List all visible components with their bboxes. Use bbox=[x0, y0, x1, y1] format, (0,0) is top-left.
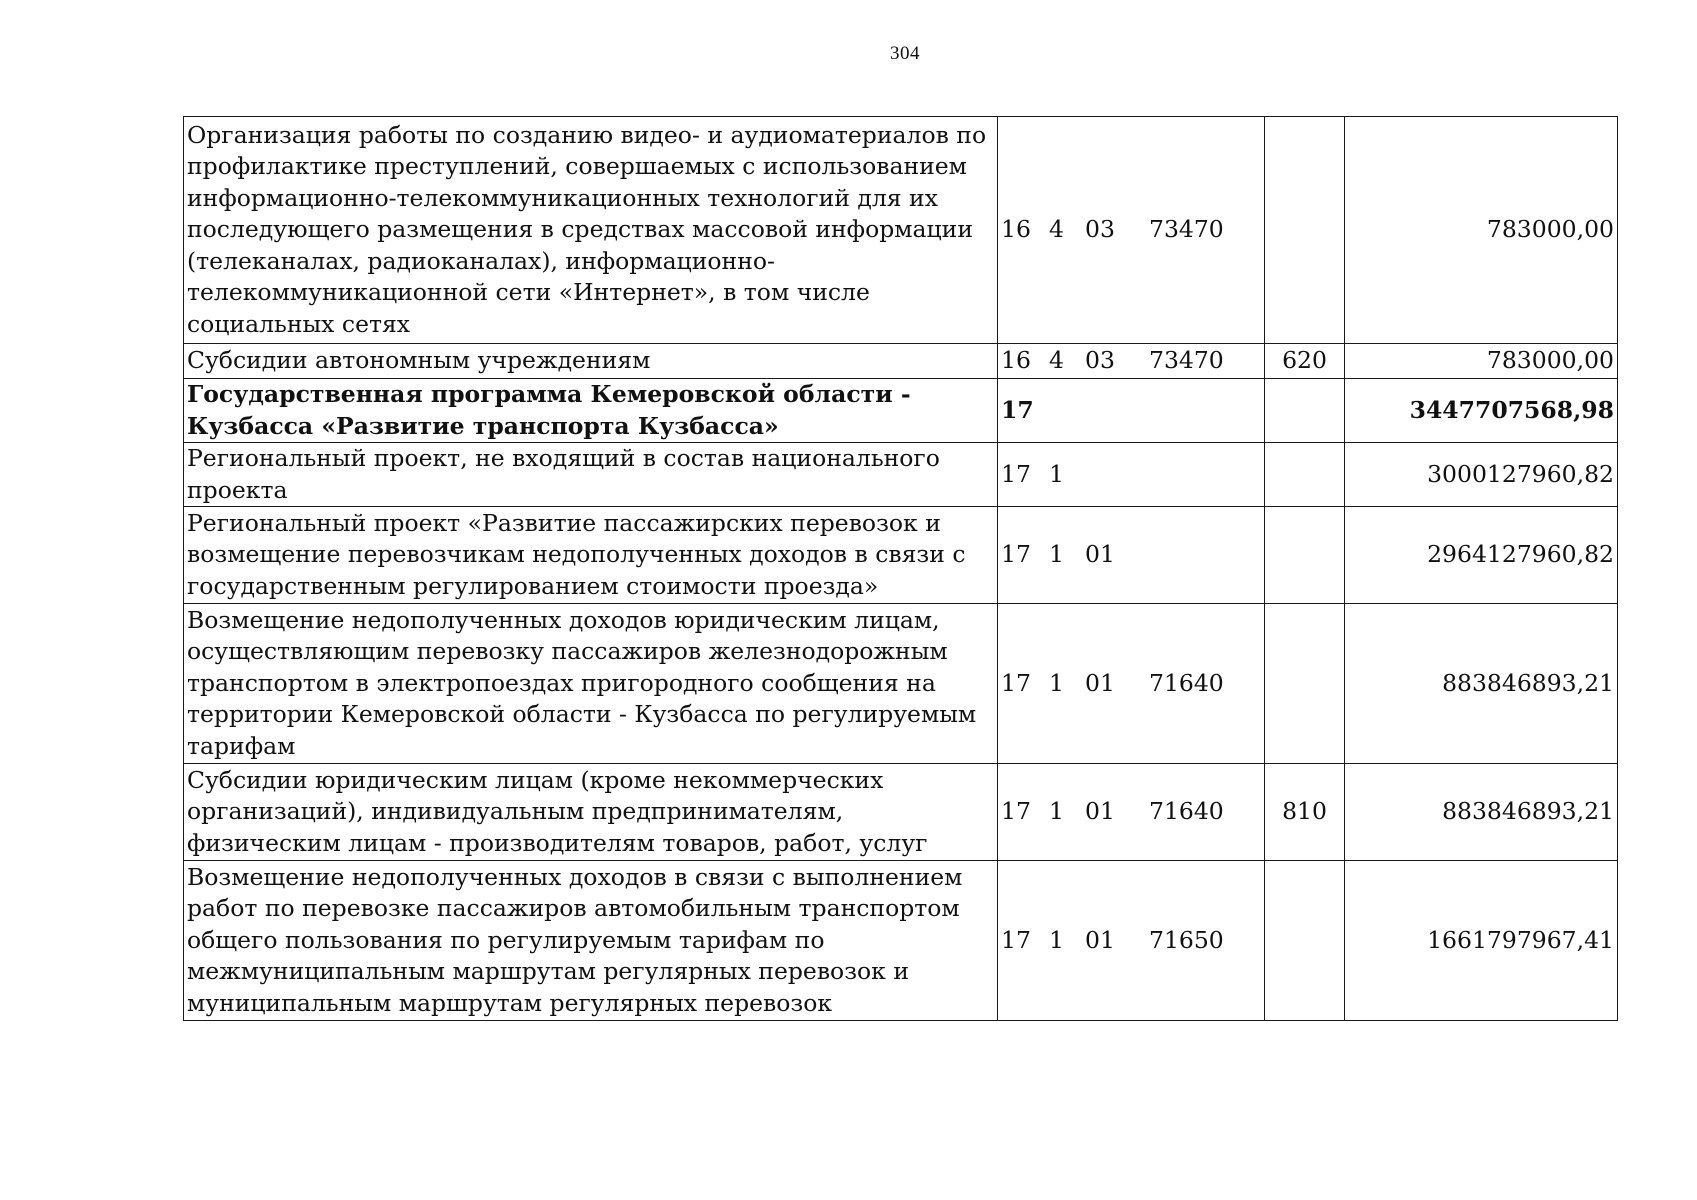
table-row bbox=[184, 861, 1618, 1021]
row-name: Субсидии автономным учреждениям bbox=[184, 344, 998, 379]
direction-code: 73470 bbox=[1149, 346, 1224, 375]
row-amount: 783000,00 bbox=[1345, 117, 1618, 344]
direction-code: 71640 bbox=[1149, 668, 1224, 697]
main-event-code: 01 bbox=[1085, 797, 1115, 826]
subprogram-code: 1 bbox=[1049, 797, 1064, 826]
row-name: Возмещение недополученных доходов юридическим лицам, осуществляющим перевозку пассажиров железнодорожным транспортом в электропоездах пригородного сообщения на территории Кемеровской области - Кузбасса по регулируемым тарифам bbox=[184, 604, 998, 764]
page-number: 304 bbox=[890, 43, 920, 64]
row-amount: 883846893,21 bbox=[1345, 764, 1618, 861]
row-name: Возмещение недополученных доходов в связи с выполнением работ по перевозке пассажиров автомобильным транспортом общего пользования по регулируемым тарифам по межмуниципальным маршрутам регулярных перевозок и муниципальным маршрутам регулярных перевозок bbox=[184, 861, 998, 1021]
program-code: 17 bbox=[1001, 668, 1031, 697]
program-code: 17 bbox=[1001, 459, 1031, 488]
row-amount: 3000127960,82 bbox=[1345, 443, 1618, 507]
program-code: 16 bbox=[1001, 346, 1031, 375]
row-name: Региональный проект «Развитие пассажирских перевозок и возмещение перевозчикам недополученных доходов в связи с государственным регулированием стоимости проезда» bbox=[184, 507, 998, 604]
direction-code: 71640 bbox=[1149, 797, 1224, 826]
budget-table bbox=[183, 116, 1618, 1021]
program-code: 17 bbox=[1001, 797, 1031, 826]
main-event-code: 01 bbox=[1085, 668, 1115, 697]
table-row bbox=[184, 117, 1618, 344]
direction-code: 71650 bbox=[1149, 925, 1224, 954]
main-event-code: 03 bbox=[1085, 215, 1115, 244]
subprogram-code: 1 bbox=[1049, 459, 1064, 488]
main-event-code: 03 bbox=[1085, 346, 1115, 375]
main-event-code: 01 bbox=[1085, 540, 1115, 569]
program-code: 16 bbox=[1001, 215, 1031, 244]
row-code bbox=[998, 507, 1265, 604]
row-name: Субсидии юридическим лицам (кроме некоммерческих организаций), индивидуальным предпринимателям, физическим лицам - производителям товаров, работ, услуг bbox=[184, 764, 998, 861]
expense-type-code bbox=[1265, 507, 1345, 604]
expense-type-code bbox=[1265, 604, 1345, 764]
row-code bbox=[998, 764, 1265, 861]
table-row bbox=[184, 379, 1618, 443]
program-code: 17 bbox=[1001, 925, 1031, 954]
row-code bbox=[998, 117, 1265, 344]
row-code bbox=[998, 604, 1265, 764]
expense-type-code bbox=[1265, 443, 1345, 507]
table-row bbox=[184, 443, 1618, 507]
program-code: 17 bbox=[1001, 540, 1031, 569]
table-row bbox=[184, 344, 1618, 379]
row-name: Организация работы по созданию видео- и аудиоматериалов по профилактике преступлений, совершаемых с использованием информационно-телекоммуникационных технологий для их последующего размещения в средствах массовой информации (телеканалах, радиоканалах), информационно-телекоммуникационной сети «Интернет», в том числе социальных сетях bbox=[184, 117, 998, 344]
table-row bbox=[184, 507, 1618, 604]
row-code bbox=[998, 344, 1265, 379]
expense-type-code bbox=[1265, 861, 1345, 1021]
row-amount: 883846893,21 bbox=[1345, 604, 1618, 764]
subprogram-code: 1 bbox=[1049, 540, 1064, 569]
expense-type-code bbox=[1265, 379, 1345, 443]
table-row bbox=[184, 764, 1618, 861]
row-code bbox=[998, 379, 1265, 443]
main-event-code: 01 bbox=[1085, 925, 1115, 954]
expense-type-code: 810 bbox=[1265, 764, 1345, 861]
direction-code: 73470 bbox=[1149, 215, 1224, 244]
program-code: 17 bbox=[1001, 395, 1034, 424]
row-amount: 1661797967,41 bbox=[1345, 861, 1618, 1021]
expense-type-code: 620 bbox=[1265, 344, 1345, 379]
table-row bbox=[184, 604, 1618, 764]
row-amount: 3447707568,98 bbox=[1345, 379, 1618, 443]
subprogram-code: 4 bbox=[1049, 346, 1064, 375]
subprogram-code: 4 bbox=[1049, 215, 1064, 244]
row-amount: 2964127960,82 bbox=[1345, 507, 1618, 604]
row-code bbox=[998, 861, 1265, 1021]
row-code bbox=[998, 443, 1265, 507]
row-amount: 783000,00 bbox=[1345, 344, 1618, 379]
subprogram-code: 1 bbox=[1049, 668, 1064, 697]
expense-type-code bbox=[1265, 117, 1345, 344]
row-name: Государственная программа Кемеровской области - Кузбасса «Развитие транспорта Кузбасса» bbox=[184, 379, 998, 443]
subprogram-code: 1 bbox=[1049, 925, 1064, 954]
row-name: Региональный проект, не входящий в состав национального проекта bbox=[184, 443, 998, 507]
